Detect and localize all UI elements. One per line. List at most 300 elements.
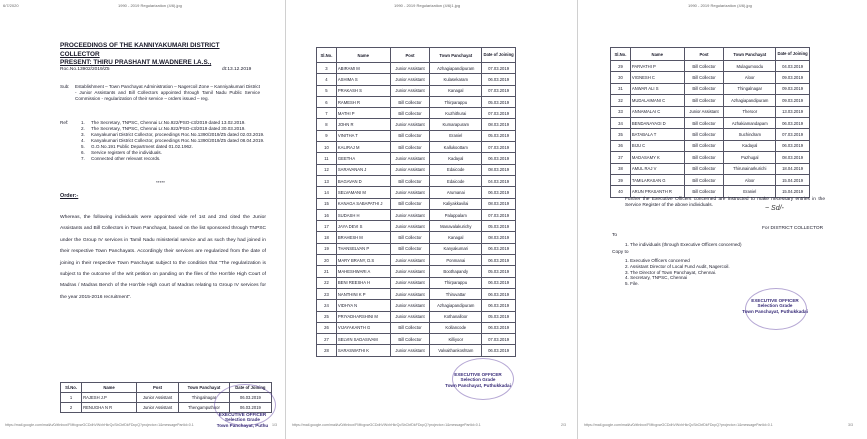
cell-post: Bill Collector: [684, 152, 724, 163]
copy-label: Copy to: [612, 250, 629, 255]
cell-post: Bill Collector: [684, 61, 724, 72]
cell-post: Junior Assistant: [390, 300, 430, 311]
cell-sl: 30: [611, 72, 631, 83]
cell-tp: Azhagiapandipuram: [430, 300, 482, 311]
cell-sl: 29: [611, 61, 631, 72]
cell-sl: 23: [317, 288, 337, 299]
table-row: [317, 74, 516, 85]
cell-doj: 06.03.2019: [482, 74, 516, 85]
table-row: [317, 164, 516, 175]
page-header-date: 6/7/2020: [3, 3, 19, 8]
table-row: [611, 61, 810, 72]
cell-sl: 16: [317, 209, 337, 220]
cell-tp: Ponmanai: [430, 255, 482, 266]
cell-doj: 07.03.2019: [482, 142, 516, 153]
cell-doj: 07.03.2019: [776, 129, 810, 140]
seal-line-1: EXECUTIVE OFFICER: [751, 298, 799, 303]
cell-sl: 34: [611, 117, 631, 128]
page-header-title: 1990 - 2019 Regularization (4/6).jpg: [688, 3, 752, 8]
reference-number: 2.: [81, 126, 85, 131]
table-row: [317, 209, 516, 220]
page-footer-number: 2/3: [561, 423, 566, 427]
cell-tp: Azhagiapandipuram: [724, 95, 776, 106]
cell-name: MAHESHWARI A: [336, 266, 390, 277]
cell-doj: 07.03.2019: [482, 63, 516, 74]
cell-sl: 11: [317, 153, 337, 164]
seal-line-2: Selection Grade: [757, 303, 793, 309]
cell-doj: 04.03.2019: [482, 175, 516, 186]
cell-name: ABIRAMI M: [336, 63, 390, 74]
reference-text: The Secretary, TNPSC, Chennai Lr.No.922/PSO-c3/2019 dated 30.03.2019.: [91, 126, 246, 131]
subject-label: Sub:: [60, 84, 70, 89]
table-row: [611, 186, 810, 197]
cell-sl: 40: [611, 186, 631, 197]
cell-doj: 05.03.2019: [482, 130, 516, 141]
cell-name: RAJESH J.P: [82, 393, 137, 403]
table-row: [611, 140, 810, 151]
cell-name: SUDASH H: [336, 209, 390, 220]
cell-doj: 08.03.2019: [482, 164, 516, 175]
table-row: [317, 300, 516, 311]
cell-post: Bill Collector: [390, 198, 430, 209]
page-footer-url: https://mail.google.com/mail/u/0/#inbox/FMfcgxwGCDdhVWxhHkrQcSbCbfDkFDcpQ?projector=1&messagePartId=0.1: [292, 423, 481, 427]
cell-doj: 06.03.2019: [229, 393, 271, 403]
cell-post: Junior Assistant: [390, 221, 430, 232]
cell-name: MUDALAIMANI C: [630, 95, 684, 106]
cell-sl: 10: [317, 142, 337, 153]
cell-doj: 05.03.2019: [482, 221, 516, 232]
cell-doj: 09.03.2019: [776, 72, 810, 83]
cell-name: GEETHA: [336, 153, 390, 164]
cell-name: BRAHESH M: [336, 232, 390, 243]
cell-post: Junior Assistant: [390, 255, 430, 266]
cell-post: Junior Assistant: [390, 63, 430, 74]
references-list: [80, 120, 266, 162]
col-tp: Town Panchayat: [724, 48, 776, 61]
cell-sl: 38: [611, 163, 631, 174]
cell-post: Bill Collector: [684, 117, 724, 128]
cell-sl: 9: [317, 130, 337, 141]
copy-item: 5. File.: [625, 281, 639, 287]
proceedings-title: [60, 42, 260, 68]
cell-sl: 36: [611, 140, 631, 151]
cell-post: Bill Collector: [684, 129, 724, 140]
cell-post: Bill Collector: [390, 334, 430, 345]
cell-tp: Suchindram: [724, 129, 776, 140]
cell-doj: 06.03.2019: [482, 345, 516, 356]
col-sl: Sl.No.: [611, 48, 631, 61]
cell-post: Bill Collector: [390, 142, 430, 153]
cell-post: Bill Collector: [390, 232, 430, 243]
col-tp: Town Panchayat: [179, 383, 230, 393]
cell-name: AMUL RAJ V: [630, 163, 684, 174]
table-row: [611, 95, 810, 106]
cell-post: Bill Collector: [684, 174, 724, 185]
document-page-1: [0, 0, 285, 439]
cell-post: Bill Collector: [390, 130, 430, 141]
cell-doj: 04.03.2019: [776, 61, 810, 72]
table-row: [317, 255, 516, 266]
seal-text: [720, 298, 830, 314]
cell-name: BATABALA T: [630, 129, 684, 140]
cell-name: KALIRAJ M: [336, 142, 390, 153]
table-row: [317, 108, 516, 119]
cell-doj: 06.03.2019: [482, 322, 516, 333]
cell-sl: 15: [317, 198, 337, 209]
cell-name: RAMESH R: [336, 96, 390, 107]
table-row: [317, 266, 516, 277]
cell-tp: Edaicode: [430, 175, 482, 186]
cell-post: Junior Assistant: [390, 119, 430, 130]
cell-name: KANAGA SABAPATHI J: [336, 198, 390, 209]
cell-doj: 06.03.2019: [482, 277, 516, 288]
reference-text: G.O.No.191 Public Department dated 01.02.1962.: [91, 144, 193, 149]
cell-post: Bill Collector: [684, 72, 724, 83]
col-doj: Date of Joining: [776, 48, 810, 61]
table-row: [317, 96, 516, 107]
cell-sl: 18: [317, 232, 337, 243]
cell-name: JOHN R: [336, 119, 390, 130]
roc-number: Roc.No.13902/2019/Z5: [60, 67, 110, 72]
cell-sl: 22: [317, 277, 337, 288]
cell-name: VIJAYAKANTH G: [336, 322, 390, 333]
cell-doj: 06.03.2019: [229, 403, 271, 413]
reference-text: The Secretary, TNPSC, Chennai Lr.No.922/PSO-c3/2019 dated 13.02.2019.: [91, 120, 246, 125]
ref-label: Ref:: [60, 120, 69, 125]
seal-line-3: Town Panchayat, Puthukkadai: [742, 308, 808, 314]
cell-sl: 7: [317, 108, 337, 119]
cell-name: ANNAMALAI C: [630, 106, 684, 117]
cell-doj: 15.04.2019: [776, 174, 810, 185]
cell-post: Bill Collector: [684, 140, 724, 151]
cell-name: RENUGHA N R: [82, 403, 137, 413]
cell-doj: 05.03.2019: [482, 311, 516, 322]
col-doj: Date of Joining: [229, 383, 271, 393]
cell-tp: Kanagal: [430, 232, 482, 243]
reference-number: 6.: [81, 150, 85, 155]
table-row: [317, 175, 516, 186]
page-header-title: 1990 - 2019 Regularization (4/6)1.jpg: [394, 3, 461, 8]
table-row: [317, 334, 516, 345]
cell-tp: Thiruvattar: [430, 288, 482, 299]
reference-text: Service registers of the individuals.: [91, 150, 162, 155]
cell-post: Bill Collector: [390, 108, 430, 119]
table-row: [317, 243, 516, 254]
cell-doj: 05.03.2019: [482, 266, 516, 277]
cell-name: MADASAMY K: [630, 152, 684, 163]
cell-tp: Kallukoottam: [430, 142, 482, 153]
cell-name: SARAVANAN J: [336, 164, 390, 175]
cell-tp: Kaliyakkavilai: [430, 198, 482, 209]
cell-post: Junior Assistant: [390, 266, 430, 277]
cell-doj: 06.03.2019: [482, 243, 516, 254]
col-doj: Date of Joining: [482, 48, 516, 63]
cell-name: NANTHINI K P: [336, 288, 390, 299]
cell-tp: Eraniel: [430, 130, 482, 141]
table-row: [317, 221, 516, 232]
cell-tp: Arumanai: [430, 187, 482, 198]
table-row: [317, 232, 516, 243]
cell-sl: 39: [611, 174, 631, 185]
cell-tp: Aloor: [724, 174, 776, 185]
cell-tp: Kollancode: [430, 322, 482, 333]
cell-sl: 20: [317, 255, 337, 266]
order-label: Order:-: [60, 193, 79, 199]
cell-doj: 13.03.2019: [776, 106, 810, 117]
cell-post: Junior Assistant: [390, 153, 430, 164]
cell-name: PRAKASH S: [336, 85, 390, 96]
reference-number: 5.: [81, 144, 85, 149]
table-row: [317, 345, 516, 356]
seal-text: [428, 372, 528, 388]
table-row: [611, 174, 810, 185]
cell-sl: 3: [317, 63, 337, 74]
cell-tp: Palappalam: [430, 209, 482, 220]
cell-tp: Thirparappu: [430, 96, 482, 107]
cell-doj: 08.03.2019: [776, 152, 810, 163]
cell-doj: 08.03.2019: [482, 119, 516, 130]
cell-tp: Azhakiamandapam: [724, 117, 776, 128]
cell-tp: Kanyakumari: [430, 243, 482, 254]
cell-post: Junior Assistant: [390, 85, 430, 96]
copy-item: 3. The Director of Town Panchayat, Chennai.: [625, 269, 717, 275]
cell-sl: 5: [317, 85, 337, 96]
col-tp: Town Panchayat: [430, 48, 482, 63]
col-name: Name: [82, 383, 137, 393]
cell-post: Junior Assistant: [390, 311, 430, 322]
cell-sl: 17: [317, 221, 337, 232]
cell-name: PRIYADHARSHINI M: [336, 311, 390, 322]
cell-post: Junior Assistant: [390, 74, 430, 85]
page-header-title: 1990 - 2019 Regularization (4/6).jpg: [118, 3, 182, 8]
col-sl: Sl.No.: [317, 48, 337, 63]
col-post: Post: [136, 383, 178, 393]
col-name: Name: [336, 48, 390, 63]
cell-sl: 8: [317, 119, 337, 130]
cell-sl: 31: [611, 83, 631, 94]
further-instruction: Further the Executive Officers concerned are instructed to make necessary entries in the Service Register of the above individuals.: [625, 197, 825, 209]
cell-post: Bill Collector: [684, 186, 724, 197]
cell-sl: 27: [317, 334, 337, 345]
table-row: [611, 163, 810, 174]
cell-sl: 19: [317, 243, 337, 254]
cell-sl: 6: [317, 96, 337, 107]
cell-tp: Thingalnagar: [724, 83, 776, 94]
cell-name: THANSELVAN P: [336, 243, 390, 254]
cell-sl: 28: [317, 345, 337, 356]
table-row: [317, 63, 516, 74]
cell-doj: 06.03.2019: [776, 117, 810, 128]
subject-text: Establishment – Town Panchayat Administration – Nagercoil Zone – Kanniyakumari District - Junior Assistants and Bill Collectors appointed through Tamil Nadu Public Service Commission - regularization of their service – orders issued – reg.: [75, 84, 260, 102]
seal-line-3: Town Panchayat, Puthu: [216, 422, 269, 428]
cell-tp: Kulasekaram: [430, 74, 482, 85]
reference-text: Kanyakumari District Collector, proceedings Roc.No.1390/2019/Z5 dated 02.03.2019.: [91, 132, 265, 137]
col-post: Post: [390, 48, 430, 63]
cell-tp: Kanagal: [430, 85, 482, 96]
order-paragraph: Whereas, the following individuals were appointed vide ref 1st and 2nd cited the Junior Assistants and Bill Collectors in Town Panchayat, based on the list sponsored through TNPSC under the Group IV services in Tamil Nadu ministerial service and as such they had joined in their respective Town Panchayats. Accordingly their services are regularized from the date of joining in their respective Town Panchayat subject to the condition that "The regularization is subject to the outcome of the writ petition on panding on the files of the Hon'ble High Court of Madras / Madras Bench of the Hon'ble High court of Madras relating to Group IV services for the year 2015-2016 recruitment".: [60, 215, 266, 300]
collector-signature: ~ Sd/-: [765, 205, 784, 212]
table-row: [317, 311, 516, 322]
cell-post: Junior Assistant: [390, 277, 430, 288]
reference-text: Connected other relevant records.: [91, 156, 161, 161]
cell-post: Bill Collector: [684, 163, 724, 174]
reference-text: Kanyakumari District Collector, proceedings Roc.No.1390/2019/Z5 dated 08.04.2019.: [91, 138, 265, 143]
cell-tp: Mulagumoodu: [724, 61, 776, 72]
cell-doj: 08.03.2019: [482, 198, 516, 209]
cell-tp: Kothanalloor: [430, 311, 482, 322]
reference-number: 4.: [81, 138, 85, 143]
cell-tp: Thirunainarkurichi: [724, 163, 776, 174]
cell-name: MATHI P: [336, 108, 390, 119]
copy-item: 1. Executive Officers concerned: [625, 258, 690, 263]
cell-tp: Thengamputhoor: [179, 403, 230, 413]
cell-sl: 33: [611, 106, 631, 117]
cell-tp: Boothapandy: [430, 266, 482, 277]
table-row: [317, 322, 516, 333]
table-row: [317, 85, 516, 96]
copy-list: [625, 258, 730, 287]
cell-doj: 08.03.2019: [482, 232, 516, 243]
cell-doj: 06.03.2019: [482, 255, 516, 266]
cell-tp: Thingalnagar: [179, 393, 230, 403]
cell-sl: 35: [611, 129, 631, 140]
cell-post: Junior Assistant: [390, 345, 430, 356]
cell-doj: 06.03.2019: [776, 140, 810, 151]
cell-name: BAGAVAN D: [336, 175, 390, 186]
cell-name: VIGNESH C: [630, 72, 684, 83]
table-row: [317, 288, 516, 299]
cell-post: Junior Assistant: [136, 403, 178, 413]
table-row: [611, 117, 810, 128]
cell-name: VIDHYA N: [336, 300, 390, 311]
for-district-collector: For DISTRICT COLLECTOR: [762, 226, 824, 231]
cell-doj: 06.03.2019: [482, 187, 516, 198]
page-footer-url: https://mail.google.com/mail/u/0/#inbox/FMfcgxwGCDdhVWxhHkrQcSbCbfDkFDcpQ?projector=1&messagePartId=0.1: [5, 423, 194, 427]
cell-tp: Theroor: [724, 106, 776, 117]
roc-date: dt:13.12.2019: [222, 67, 252, 72]
table-row: [317, 198, 516, 209]
cell-tp: Pazhugal: [724, 152, 776, 163]
table-row: [611, 152, 810, 163]
cell-post: Junior Assistant: [390, 209, 430, 220]
table-row: [317, 187, 516, 198]
cell-doj: 09.03.2019: [776, 83, 810, 94]
cell-tp: Kadayal: [724, 140, 776, 151]
cell-doj: 06.03.2019: [482, 288, 516, 299]
cell-doj: 07.03.2019: [482, 85, 516, 96]
reference-number: 1.: [81, 120, 85, 125]
cell-sl: 13: [317, 175, 337, 186]
cell-sl: 4: [317, 74, 337, 85]
seal-line-1: EXECUTIVE OFFICER: [218, 412, 267, 417]
cell-tp: Thirparappu: [430, 277, 482, 288]
cell-sl: 37: [611, 152, 631, 163]
reference-number: 3.: [81, 132, 85, 137]
divider: *****: [156, 180, 165, 185]
cell-tp: Kadayal: [430, 153, 482, 164]
cell-name: PARVATHI P: [630, 61, 684, 72]
col-name: Name: [630, 48, 684, 61]
cell-doj: 06.03.2019: [482, 153, 516, 164]
cell-tp: Killiyoor: [430, 334, 482, 345]
cell-sl: 32: [611, 95, 631, 106]
cell-name: MARY BRANY, D.S: [336, 255, 390, 266]
cell-name: ANWAR ALI S: [630, 83, 684, 94]
cell-tp: Edaicode: [430, 164, 482, 175]
cell-tp: Aloor: [724, 72, 776, 83]
cell-tp: Kumarapuram: [430, 119, 482, 130]
cell-sl: 12: [317, 164, 337, 175]
cell-tp: Manavalakurichy: [430, 221, 482, 232]
reference-number: 7.: [81, 156, 85, 161]
title-line-1: PROCEEDINGS OF THE KANNIYAKUMARI DISTRICT COLLECTOR: [60, 42, 220, 58]
cell-name: VINITHA T: [336, 130, 390, 141]
page-footer-url: https://mail.google.com/mail/u/0/#inbox/FMfcgxwGCDdhVWxhHkrQcSbCbfDkFDcpQ?projector=1&messagePartId=0.1: [584, 423, 773, 427]
to-list: [625, 242, 742, 248]
cell-name: TAMILARASAN G: [630, 174, 684, 185]
cell-name: ASHIMA S: [336, 74, 390, 85]
cell-doj: 18.04.2019: [776, 163, 810, 174]
cell-doj: 15.04.2019: [776, 186, 810, 197]
cell-sl: 1: [61, 393, 82, 403]
cell-sl: 25: [317, 311, 337, 322]
cell-sl: 24: [317, 300, 337, 311]
cell-doj: 07.03.2019: [482, 209, 516, 220]
table-row: [317, 142, 516, 153]
cell-post: Junior Assistant: [390, 187, 430, 198]
cell-post: Junior Assistant: [390, 288, 430, 299]
table-row: [611, 72, 810, 83]
cell-doj: 06.03.2019: [482, 300, 516, 311]
cell-tp: Eraniel: [724, 186, 776, 197]
cell-name: JAYA DEVI S: [336, 221, 390, 232]
table-row: [317, 130, 516, 141]
table-row: [317, 153, 516, 164]
table-row: [611, 83, 810, 94]
cell-tp: Valvaithankoshtam: [430, 345, 482, 356]
copy-item: 4. Secretary, TNPSC, Chennai: [625, 275, 688, 281]
cell-post: Bill Collector: [390, 96, 430, 107]
seal-line-2: Selection Grade: [460, 377, 496, 383]
cell-sl: 21: [317, 266, 337, 277]
to-label: To: [612, 233, 618, 238]
cell-doj: 07.03.2019: [482, 108, 516, 119]
cell-name: SARASWATHI K: [336, 345, 390, 356]
cell-post: Junior Assistant: [390, 164, 430, 175]
seal-line-2: Selection Grade: [225, 417, 260, 423]
cell-name: BENDANAYAGI D: [630, 117, 684, 128]
cell-post: Junior Assistant: [684, 106, 724, 117]
col-post: Post: [684, 48, 724, 61]
seal-line-3: Town Panchayat, Puthukkadai: [445, 382, 511, 388]
table-row: [317, 119, 516, 130]
cell-name: ARUN PRASANTH R: [630, 186, 684, 197]
page-footer-number: 1/3: [272, 423, 277, 427]
copy-item: 2. Assistant Director of Local Fund Audit, Nagercoil.: [625, 263, 730, 269]
cell-post: Bill Collector: [684, 95, 724, 106]
cell-doj: 07.03.2019: [482, 334, 516, 345]
page-footer-number: 3/3: [848, 423, 853, 427]
cell-post: Bill Collector: [390, 322, 430, 333]
cell-post: Bill Collector: [684, 83, 724, 94]
reference-item: [80, 156, 266, 162]
title-line-2: PRESENT: THIRU PRASHANT M.WADNERE I.A.S.,: [60, 59, 212, 66]
cell-tp: Kuzhithurai: [430, 108, 482, 119]
cell-sl: 14: [317, 187, 337, 198]
cell-sl: 26: [317, 322, 337, 333]
cell-post: Bill Collector: [390, 175, 430, 186]
cell-post: Bill Collector: [390, 243, 430, 254]
